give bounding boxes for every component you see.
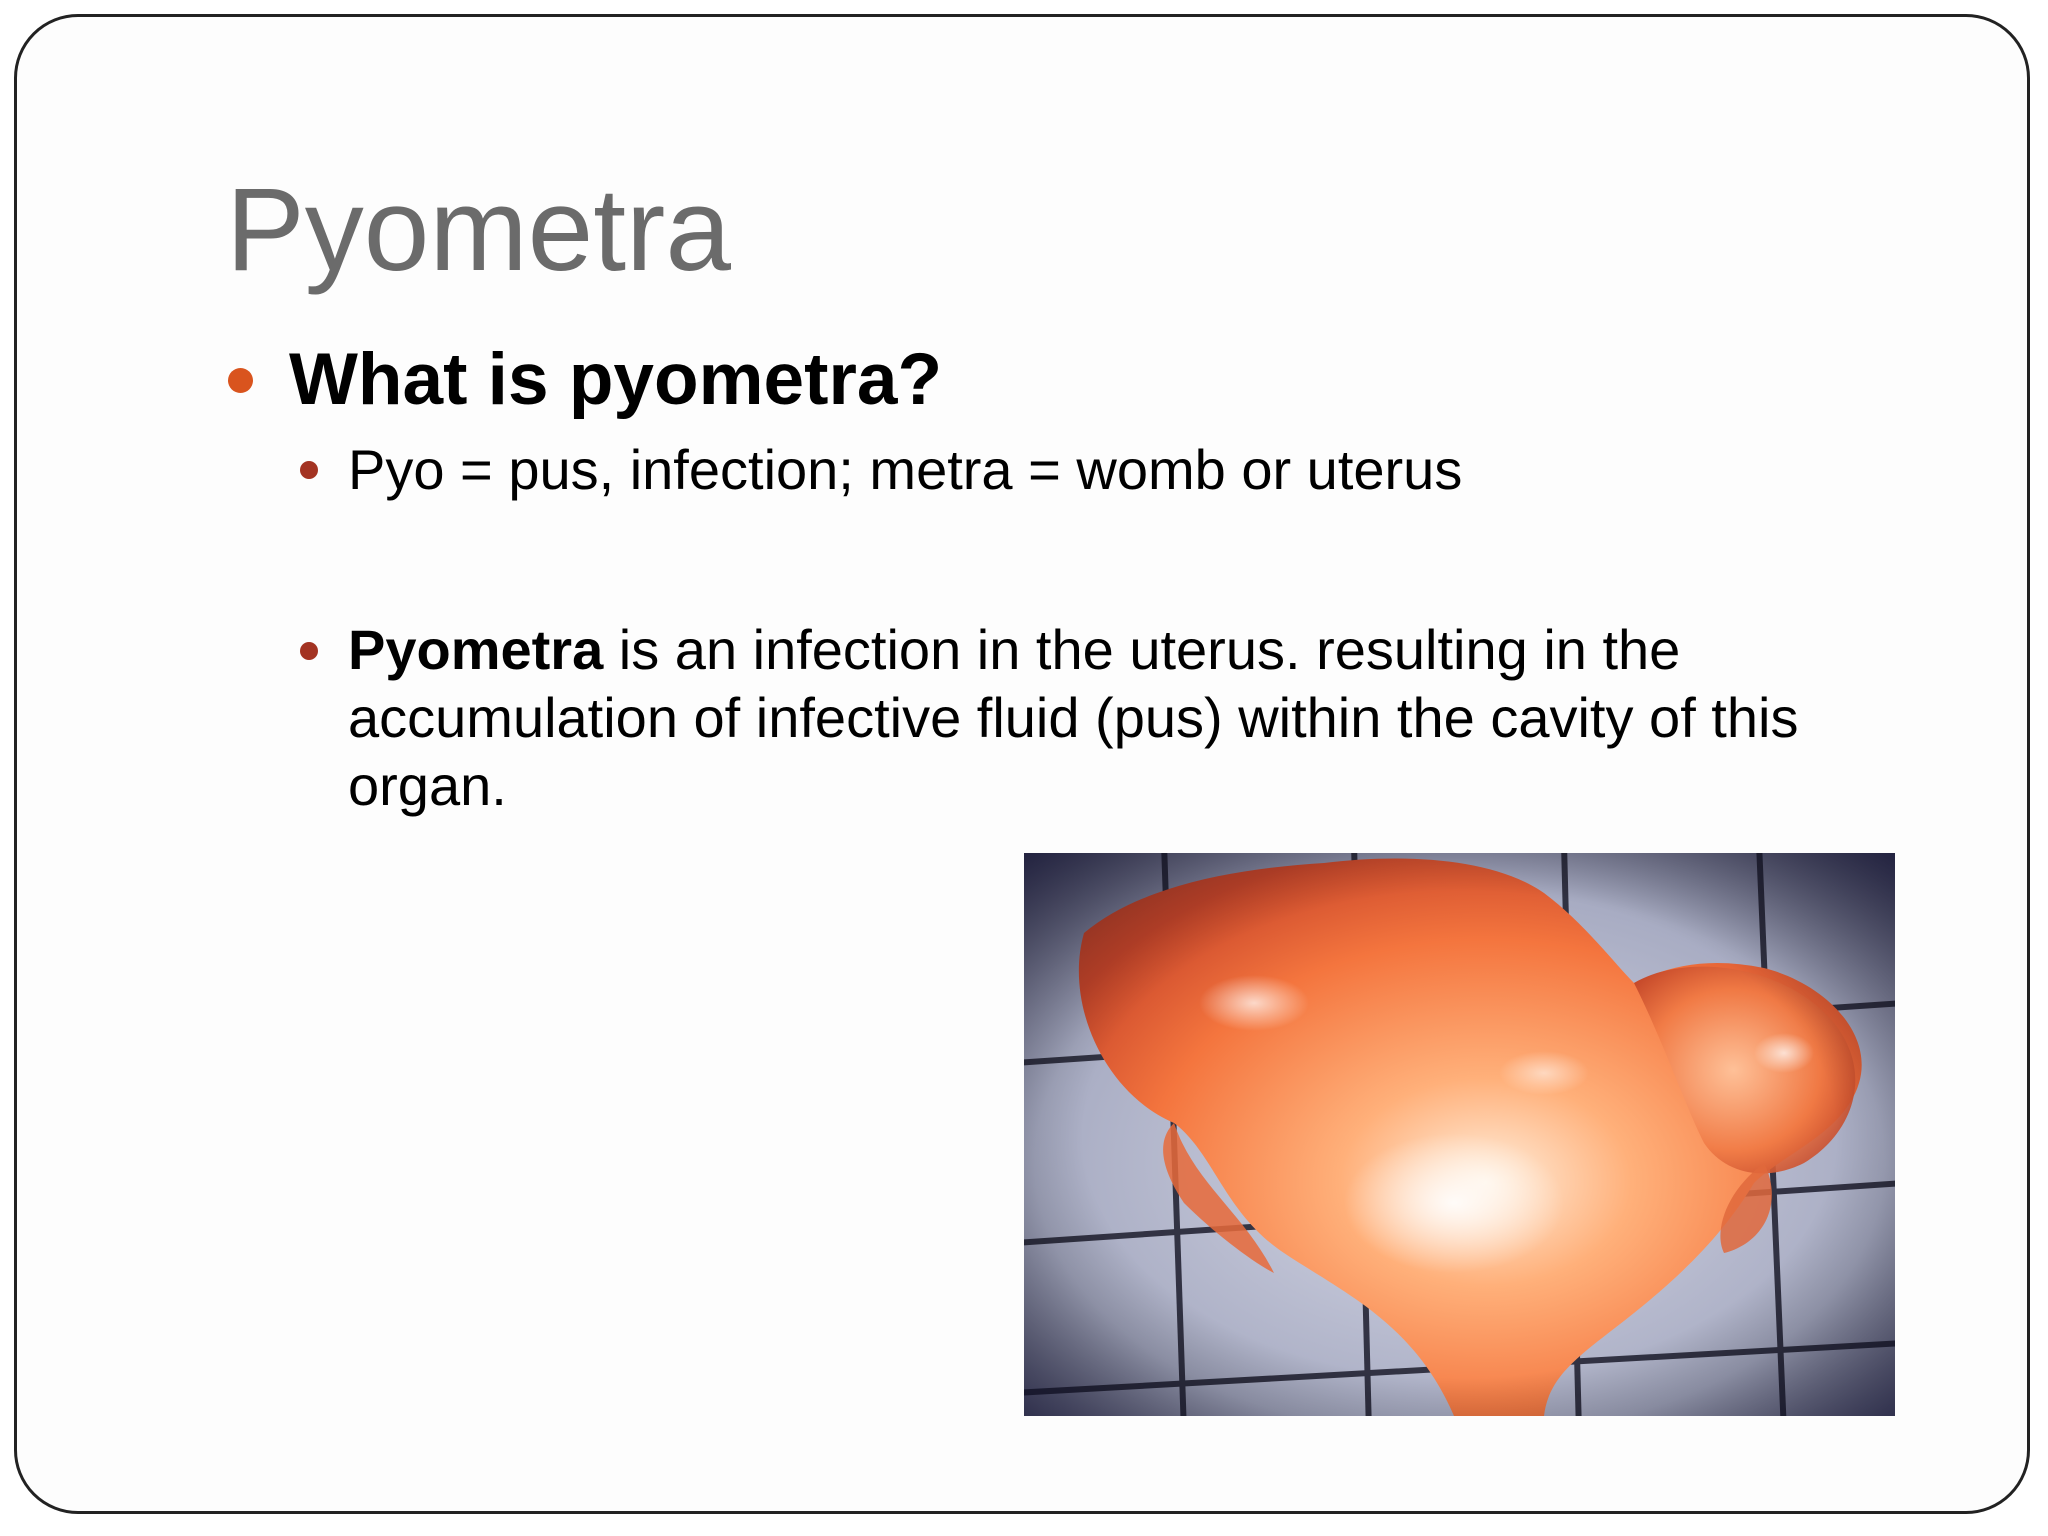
description-bold-term: Pyometra: [348, 618, 604, 681]
sub-bullet-text-definition: Pyo = pus, infection; metra = womb or uterus: [348, 438, 1463, 501]
bullet-dot-icon: [228, 368, 253, 393]
sub-bullet-item-definition: [300, 436, 1462, 503]
sub-bullet-dot-icon: [300, 461, 318, 479]
main-bullet-item: [228, 340, 942, 420]
sub-bullet-item-description: [300, 616, 1840, 820]
sub-bullet-text-description: [348, 616, 1840, 820]
main-bullet-text: What is pyometra?: [289, 339, 943, 420]
slide-title: Pyometra: [226, 164, 731, 296]
sub-bullet-dot-icon: [300, 642, 318, 660]
description-rest: is an infection in the uterus. resulting in the accumulation of infective fluid (pus) within the cavity of this organ.: [348, 618, 1799, 817]
uterus-photo-illustration: [1024, 853, 1895, 1416]
uterus-photo: [1024, 853, 1895, 1416]
